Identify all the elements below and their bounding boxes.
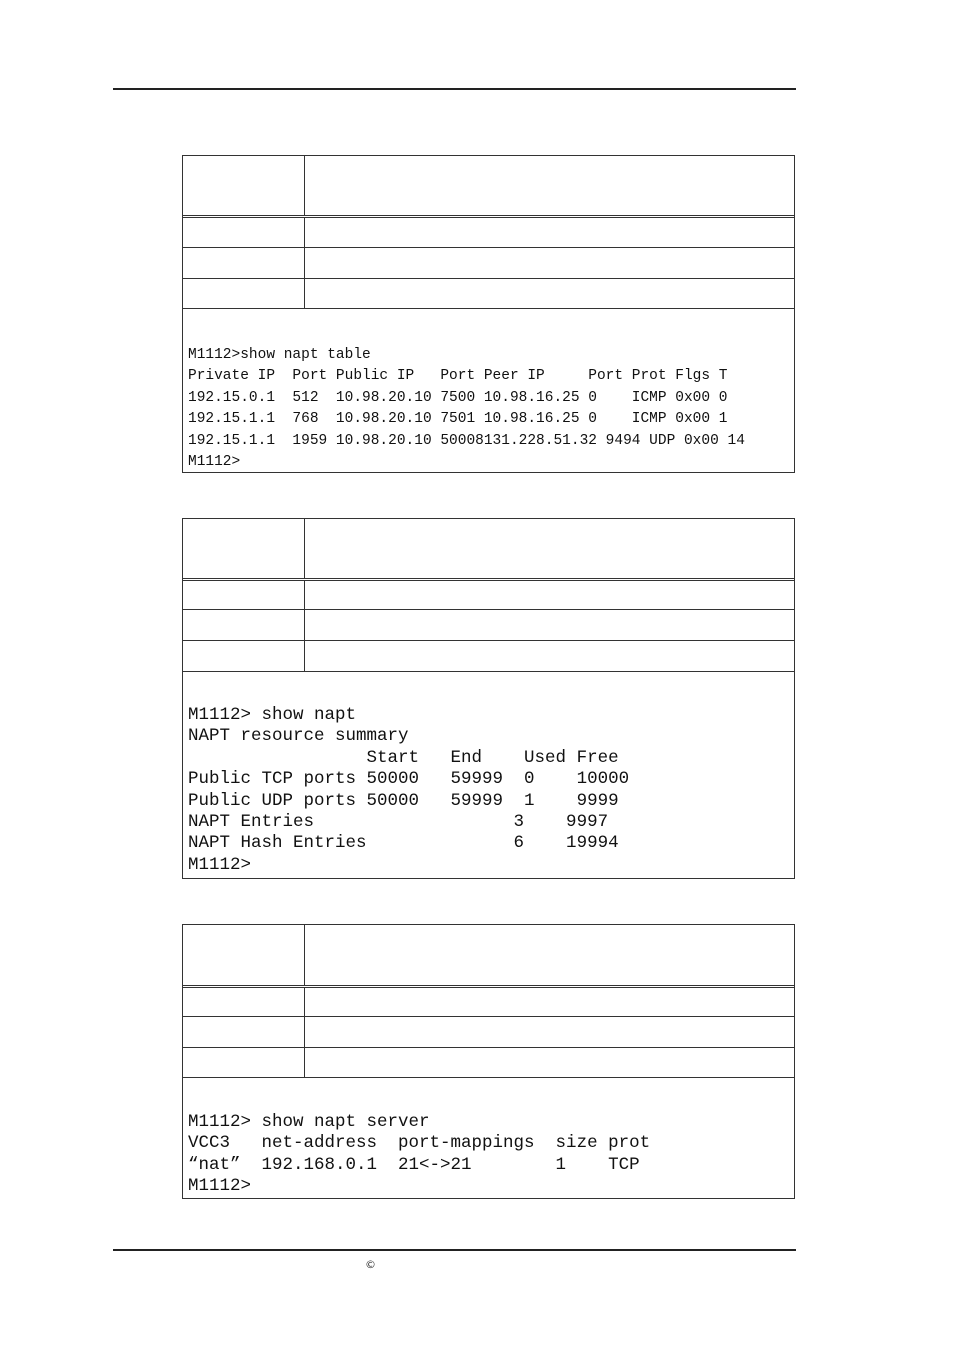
terminal-line: Start End Used Free (188, 747, 619, 768)
command-row (183, 1048, 794, 1078)
command-block-napt-summary (182, 518, 795, 879)
terminal-line: NAPT Hash Entries 6 19994 (188, 833, 619, 854)
command-row (183, 610, 794, 641)
column-divider (304, 1017, 305, 1047)
example-output (183, 1078, 794, 1198)
column-divider (304, 610, 305, 640)
command-row (183, 1017, 794, 1048)
column-divider (304, 641, 305, 671)
command-header-row (183, 925, 794, 988)
terminal-line: M1112> (188, 854, 252, 875)
command-row (183, 581, 794, 610)
terminal-line: Public TCP ports 50000 59999 0 10000 (188, 769, 630, 790)
command-block-napt-server (182, 924, 795, 1199)
column-divider (304, 581, 305, 609)
terminal-line: VCC3 net-address port-mappings size prot (188, 1133, 651, 1154)
column-divider (304, 925, 305, 985)
command-row (183, 218, 794, 248)
terminal-line: M1112> (188, 1176, 252, 1197)
header-rule (113, 88, 796, 90)
terminal-line: M1112> show napt server (188, 1112, 430, 1132)
footer-rule (113, 1249, 796, 1251)
terminal-line: 192.15.1.1 768 10.98.20.10 7501 10.98.16.25 0 ICMP 0x00 1 (188, 411, 728, 428)
terminal-line: 192.15.1.1 1959 10.98.20.10 50008131.228.51.32 9494 UDP 0x00 14 (188, 432, 745, 449)
column-divider (304, 1048, 305, 1077)
command-block-napt-table (182, 155, 795, 473)
command-header-row (183, 519, 794, 581)
example-output (183, 672, 794, 876)
terminal-line: M1112>show napt table (188, 347, 371, 363)
column-divider (304, 519, 305, 578)
command-row (183, 248, 794, 279)
terminal-line: NAPT Entries 3 9997 (188, 812, 609, 833)
terminal-line: Public UDP ports 50000 59999 1 9999 (188, 790, 619, 811)
command-header-row (183, 156, 794, 218)
example-output (183, 309, 794, 473)
terminal-line: M1112> (188, 454, 241, 471)
terminal-line: M1112> show napt (188, 705, 357, 725)
terminal-line: NAPT resource summary (188, 726, 409, 747)
terminal-line: Private IP Port Public IP Port Peer IP Port Prot Flgs T (188, 368, 728, 385)
terminal-line: “nat” 192.168.0.1 21<->21 1 TCP (188, 1154, 640, 1175)
command-row (183, 641, 794, 672)
terminal-line: 192.15.0.1 512 10.98.20.10 7500 10.98.16.25 0 ICMP 0x00 0 (188, 389, 728, 406)
command-row (183, 988, 794, 1017)
column-divider (304, 156, 305, 215)
column-divider (304, 218, 305, 247)
column-divider (304, 248, 305, 278)
column-divider (304, 279, 305, 308)
column-divider (304, 988, 305, 1016)
command-row (183, 279, 794, 309)
copyright-symbol: © (365, 1258, 376, 1271)
